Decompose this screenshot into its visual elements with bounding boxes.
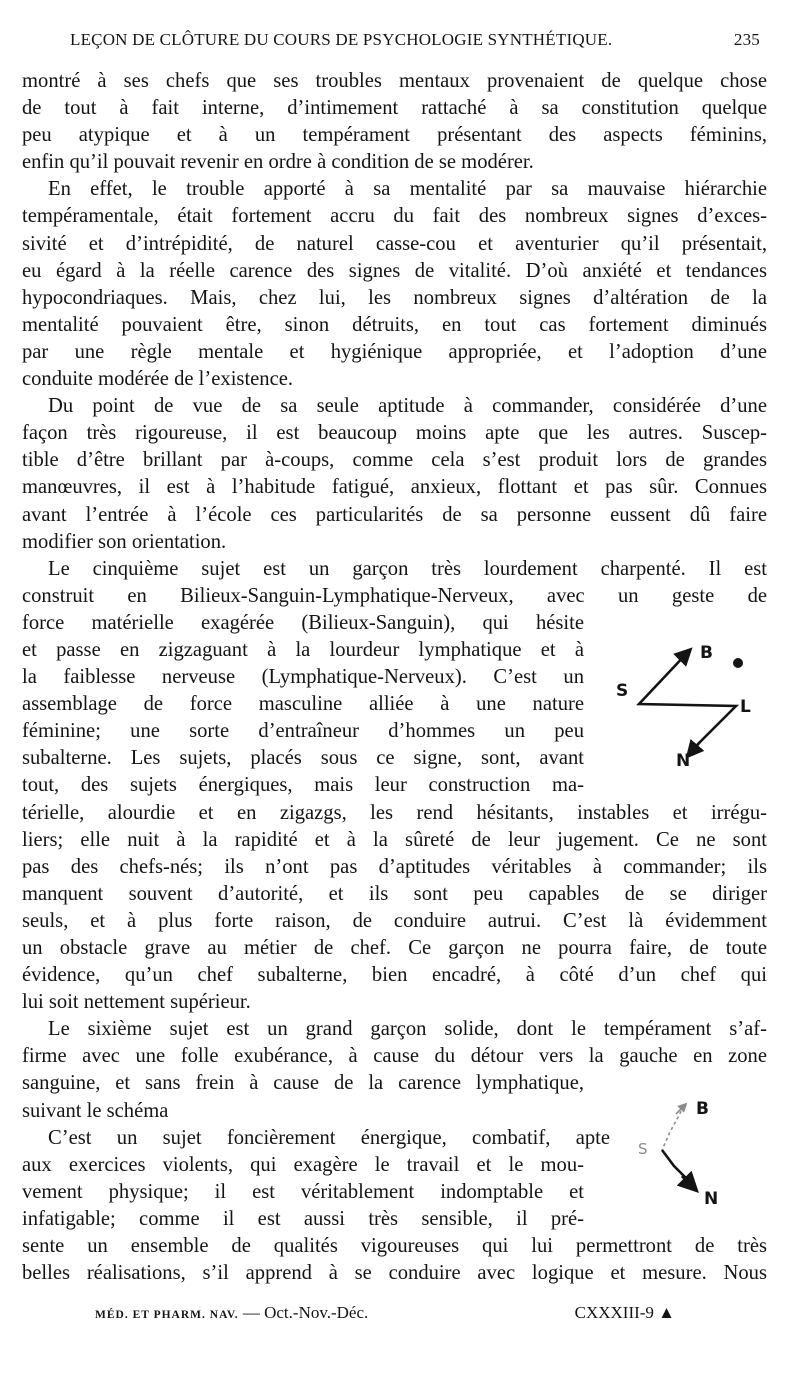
label-l: L [740, 697, 751, 717]
text-line: seuls, et à plus forte raison, de conduire autrui. C’est là évidemment [22, 909, 767, 932]
text-line: de tout à fait interne, d’intimement rattaché à sa constitution quelque [22, 97, 767, 120]
faint-path [662, 1106, 684, 1150]
text-line: tempéramentale, était fortement accru du fait des nombreux signes d’exces- [22, 205, 767, 228]
footer-dash: — [242, 1303, 260, 1322]
text-line: liers; elle nuit à la rapidité et à la sûreté de leur jugement. Ce ne sont [22, 828, 767, 851]
label-n: N [704, 1189, 719, 1209]
text-line: C’est un sujet foncièrement énergique, combatif, apte [48, 1126, 610, 1149]
text-line: conduite modérée de l’existence. [22, 368, 294, 391]
text-line: manœuvres, il est à l’habitude fatigué, anxieux, flottant et pas sûr. Connues [22, 476, 767, 499]
text-line: suivant le schéma [22, 1099, 169, 1122]
text-line: construit en Bilieux-Sanguin-Lymphatique-Nerveux, avec un geste de [22, 584, 767, 607]
zigzag-path [639, 652, 736, 748]
footer-journal [95, 1303, 368, 1323]
journal-abbrev: MÉD. ET PHARM. NAV. [95, 1309, 239, 1321]
signature-mark: CXXXIII-9 ▲ [574, 1303, 675, 1322]
temperament-diagram-1 [604, 636, 754, 776]
text-line: firme avec une folle exubérance, à cause du détour vers la gauche en zone [22, 1045, 767, 1068]
label-n: N [676, 751, 691, 771]
text-line: et passe en zigzaguant à la lourdeur lymphatique et à [22, 638, 584, 661]
text-line: hypocondriaques. Mais, chez lui, les nombreux signes d’altération de la [22, 286, 767, 309]
text-line: térielle, alourdie et en zigazgs, les rend hésitants, instables et irrégu- [22, 801, 767, 824]
text-line: par une règle mentale et hygiénique appropriée, et l’adoption d’une [22, 340, 767, 363]
text-line: lui soit nettement supérieur. [22, 991, 251, 1014]
page-number: 235 [733, 30, 760, 49]
text-line: peu atypique et à un tempérament présentant des aspects féminins, [22, 124, 767, 147]
text-line: eu égard à la réelle carence des signes de vitalité. D’où anxiété et tendances [22, 259, 767, 282]
text-line: féminine; une sorte d’entraîneur d’hommes un peu [22, 720, 584, 743]
text-line: aux exercices violents, qui exagère le travail et le mou- [22, 1153, 584, 1176]
text-line: sente un ensemble de qualités vigoureuses qui lui permettront de très [22, 1235, 767, 1258]
text-line: façon très rigoureuse, il est beaucoup moins apte que les autres. Suscep- [22, 422, 767, 445]
label-b: B [700, 643, 713, 663]
label-s: S [616, 681, 629, 701]
arrow-n-icon [682, 1176, 696, 1190]
dot-icon [733, 658, 743, 668]
page-footer [95, 1303, 675, 1327]
arrow-b-icon [680, 650, 690, 660]
text-line: vement physique; il est véritablement indomptable et [22, 1180, 584, 1203]
text-line: évidence, qu’un chef subalterne, bien encadré, à côté d’un chef qui [22, 964, 767, 987]
text-line: Le sixième sujet est un grand garçon solide, dont le tempérament s’af- [48, 1018, 767, 1041]
footer-issue: Oct.-Nov.-Déc. [264, 1303, 369, 1322]
text-line: En effet, le trouble apporté à sa mentalité par sa mauvaise hiérarchie [48, 178, 767, 201]
text-line: belles réalisations, s’il apprend à se conduire avec logique et mesure. Nous [22, 1262, 767, 1285]
text-line: pas des chefs-nés; ils n’ont pas d’aptitudes véritables à commander; ils [22, 855, 767, 878]
text-line: sanguine, et sans frein à cause de la carence lymphatique, [22, 1072, 584, 1095]
text-line: modifier son orientation. [22, 530, 227, 553]
label-b: B [696, 1099, 709, 1119]
text-line: mentalité pouvaient être, sinon détruits, en tout cas fortement diminués [22, 313, 767, 336]
text-line: enfin qu’il pouvait revenir en ordre à condition de se modérer. [22, 151, 534, 174]
text-line: la faiblesse nerveuse (Lymphatique-Nerveux). C’est un [22, 666, 584, 689]
text-line: manquent souvent d’autorité, et ils sont peu capables de se diriger [22, 882, 767, 905]
text-line: force matérielle exagérée (Bilieux-Sanguin), qui hésite [22, 611, 584, 634]
text-line: montré à ses chefs que ses troubles mentaux provenaient de quelque chose [22, 70, 767, 92]
temperament-diagram-2 [612, 1092, 752, 1216]
running-title: LEÇON DE CLÔTURE DU COURS DE PSYCHOLOGIE SYNTHÉTIQUE. [70, 30, 613, 49]
text-line: infatigable; comme il est aussi très sensible, il pré- [22, 1207, 584, 1230]
text-line: tible d’être brillant par à-coups, comme cela s’est produit lors de grandes [22, 449, 767, 472]
text-line: assemblage de force masculine alliée à une nature [22, 693, 584, 716]
label-s: S [638, 1140, 648, 1158]
text-line: Le cinquième sujet est un garçon très lourdement charpenté. Il est [48, 557, 767, 580]
text-line: subalterne. Les sujets, placés sous ce signe, sont, avant [22, 747, 584, 770]
text-line: avant l’entrée à l’école ces particularités de sa personne eussent dû faire [22, 503, 767, 526]
text-line: sivité et d’intrépidité, de naturel casse-cou et aventurier qu’il présentait, [22, 232, 767, 255]
chevron-path [662, 1150, 692, 1184]
text-line: tout, des sujets énergiques, mais leur construction ma- [22, 774, 584, 797]
text-line: un obstacle grave au métier de chef. Ce garçon ne pourra faire, de toute [22, 937, 767, 959]
text-line: Du point de vue de sa seule aptitude à commander, considérée d’une [48, 395, 767, 418]
